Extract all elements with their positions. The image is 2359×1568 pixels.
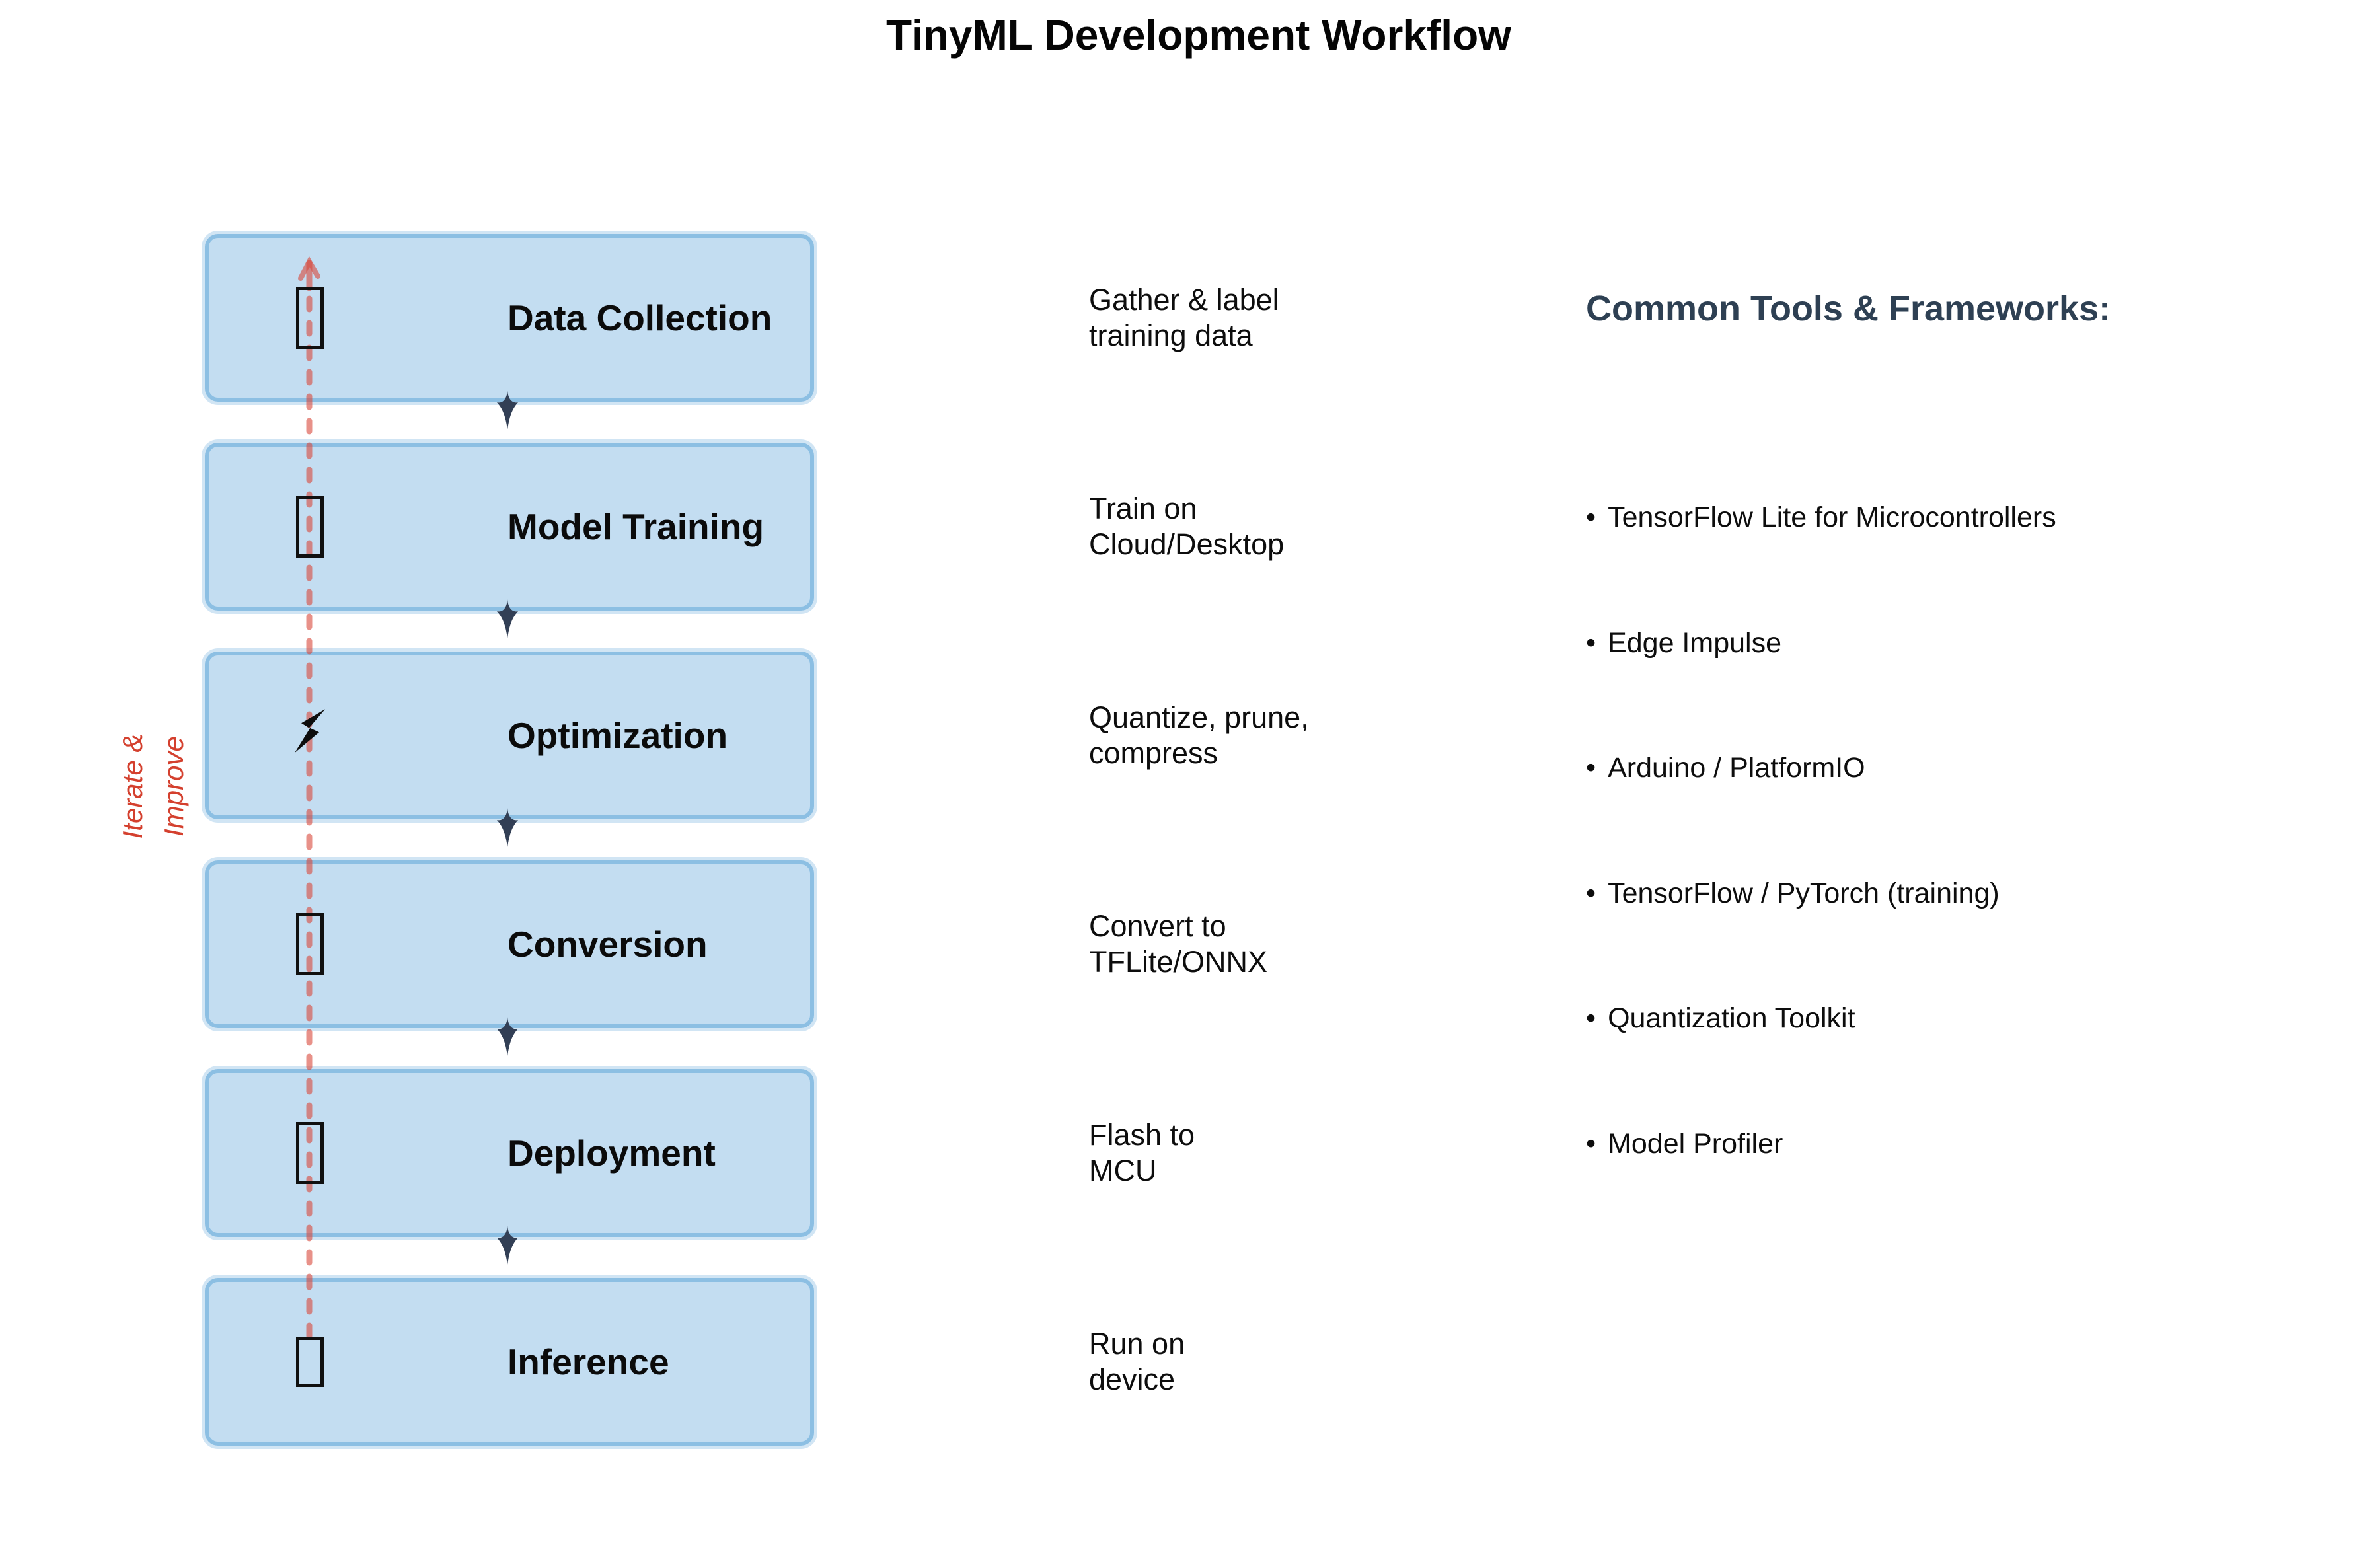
stage-label: Model Training xyxy=(507,506,765,547)
tool-list-item xyxy=(1586,1001,1855,1035)
description-line: Flash to xyxy=(1089,1118,1195,1152)
stage-box-optimization xyxy=(205,652,814,819)
description-line: TFLite/ONNX xyxy=(1089,945,1268,979)
stage-description xyxy=(1089,700,1565,771)
description-line: compress xyxy=(1089,736,1218,770)
description-line: Gather & label xyxy=(1089,283,1279,317)
tools-header: Common Tools & Frameworks: xyxy=(1586,289,2111,328)
stage-label: Conversion xyxy=(507,924,708,965)
stage-label: Optimization xyxy=(507,715,728,756)
bullet-icon: • xyxy=(1586,502,1596,533)
stage-box-model-training xyxy=(205,443,814,611)
stage-box-conversion xyxy=(205,860,814,1028)
tool-list-item xyxy=(1586,626,1781,660)
stage-box-deployment xyxy=(205,1069,814,1237)
stage-description xyxy=(1089,491,1565,562)
tool-list-item xyxy=(1586,876,2000,911)
stage-description xyxy=(1089,282,1565,354)
conversion-icon xyxy=(296,913,324,975)
tool-label: TensorFlow Lite for Microcontrollers xyxy=(1608,502,2056,533)
description-line: Quantize, prune, xyxy=(1089,700,1309,734)
stage-label: Data Collection xyxy=(507,297,772,338)
flow-arrow-down-icon xyxy=(493,1015,522,1059)
iterate-line-2: Improve xyxy=(158,736,189,837)
inference-icon xyxy=(296,1337,324,1387)
tool-list-item xyxy=(1586,751,1865,785)
stage-label: Deployment xyxy=(507,1133,716,1174)
deployment-icon xyxy=(296,1122,324,1184)
lightning-bolt-icon xyxy=(293,708,326,755)
data-collection-icon xyxy=(296,287,324,349)
description-line: Cloud/Desktop xyxy=(1089,527,1285,561)
tool-label: Quantization Toolkit xyxy=(1608,1002,1855,1034)
tool-label: TensorFlow / PyTorch (training) xyxy=(1608,877,2000,909)
tool-label: Arduino / PlatformIO xyxy=(1608,752,1865,784)
flow-arrow-down-icon xyxy=(493,597,522,641)
flow-arrow-down-icon xyxy=(493,806,522,850)
flow-arrow-down-icon xyxy=(493,389,522,432)
stage-description xyxy=(1089,1117,1565,1189)
description-line: training data xyxy=(1089,318,1253,352)
stage-label: Inference xyxy=(507,1341,669,1382)
description-line: Train on xyxy=(1089,492,1197,525)
description-line: Convert to xyxy=(1089,909,1226,943)
tool-list-item xyxy=(1586,1127,1783,1161)
bullet-icon: • xyxy=(1586,877,1596,909)
iterate-improve-label xyxy=(112,689,194,884)
bullet-icon: • xyxy=(1586,627,1596,659)
bullet-icon: • xyxy=(1586,752,1596,784)
description-line: Run on xyxy=(1089,1327,1185,1361)
tool-label: Edge Impulse xyxy=(1608,627,1781,659)
description-line: MCU xyxy=(1089,1154,1157,1187)
model-training-icon xyxy=(296,496,324,558)
stage-description xyxy=(1089,909,1565,980)
tool-label: Model Profiler xyxy=(1608,1128,1783,1160)
stage-box-inference xyxy=(205,1278,814,1446)
description-line: device xyxy=(1089,1363,1176,1396)
bullet-icon: • xyxy=(1586,1002,1596,1034)
iterate-line-1: Iterate & xyxy=(117,733,148,839)
tool-list-item xyxy=(1586,500,2056,535)
flow-arrow-down-icon xyxy=(493,1224,522,1267)
page-title: TinyML Development Workflow xyxy=(886,11,1511,59)
stage-description xyxy=(1089,1326,1565,1398)
bullet-icon: • xyxy=(1586,1128,1596,1160)
stage-box-data-collection xyxy=(205,234,814,402)
